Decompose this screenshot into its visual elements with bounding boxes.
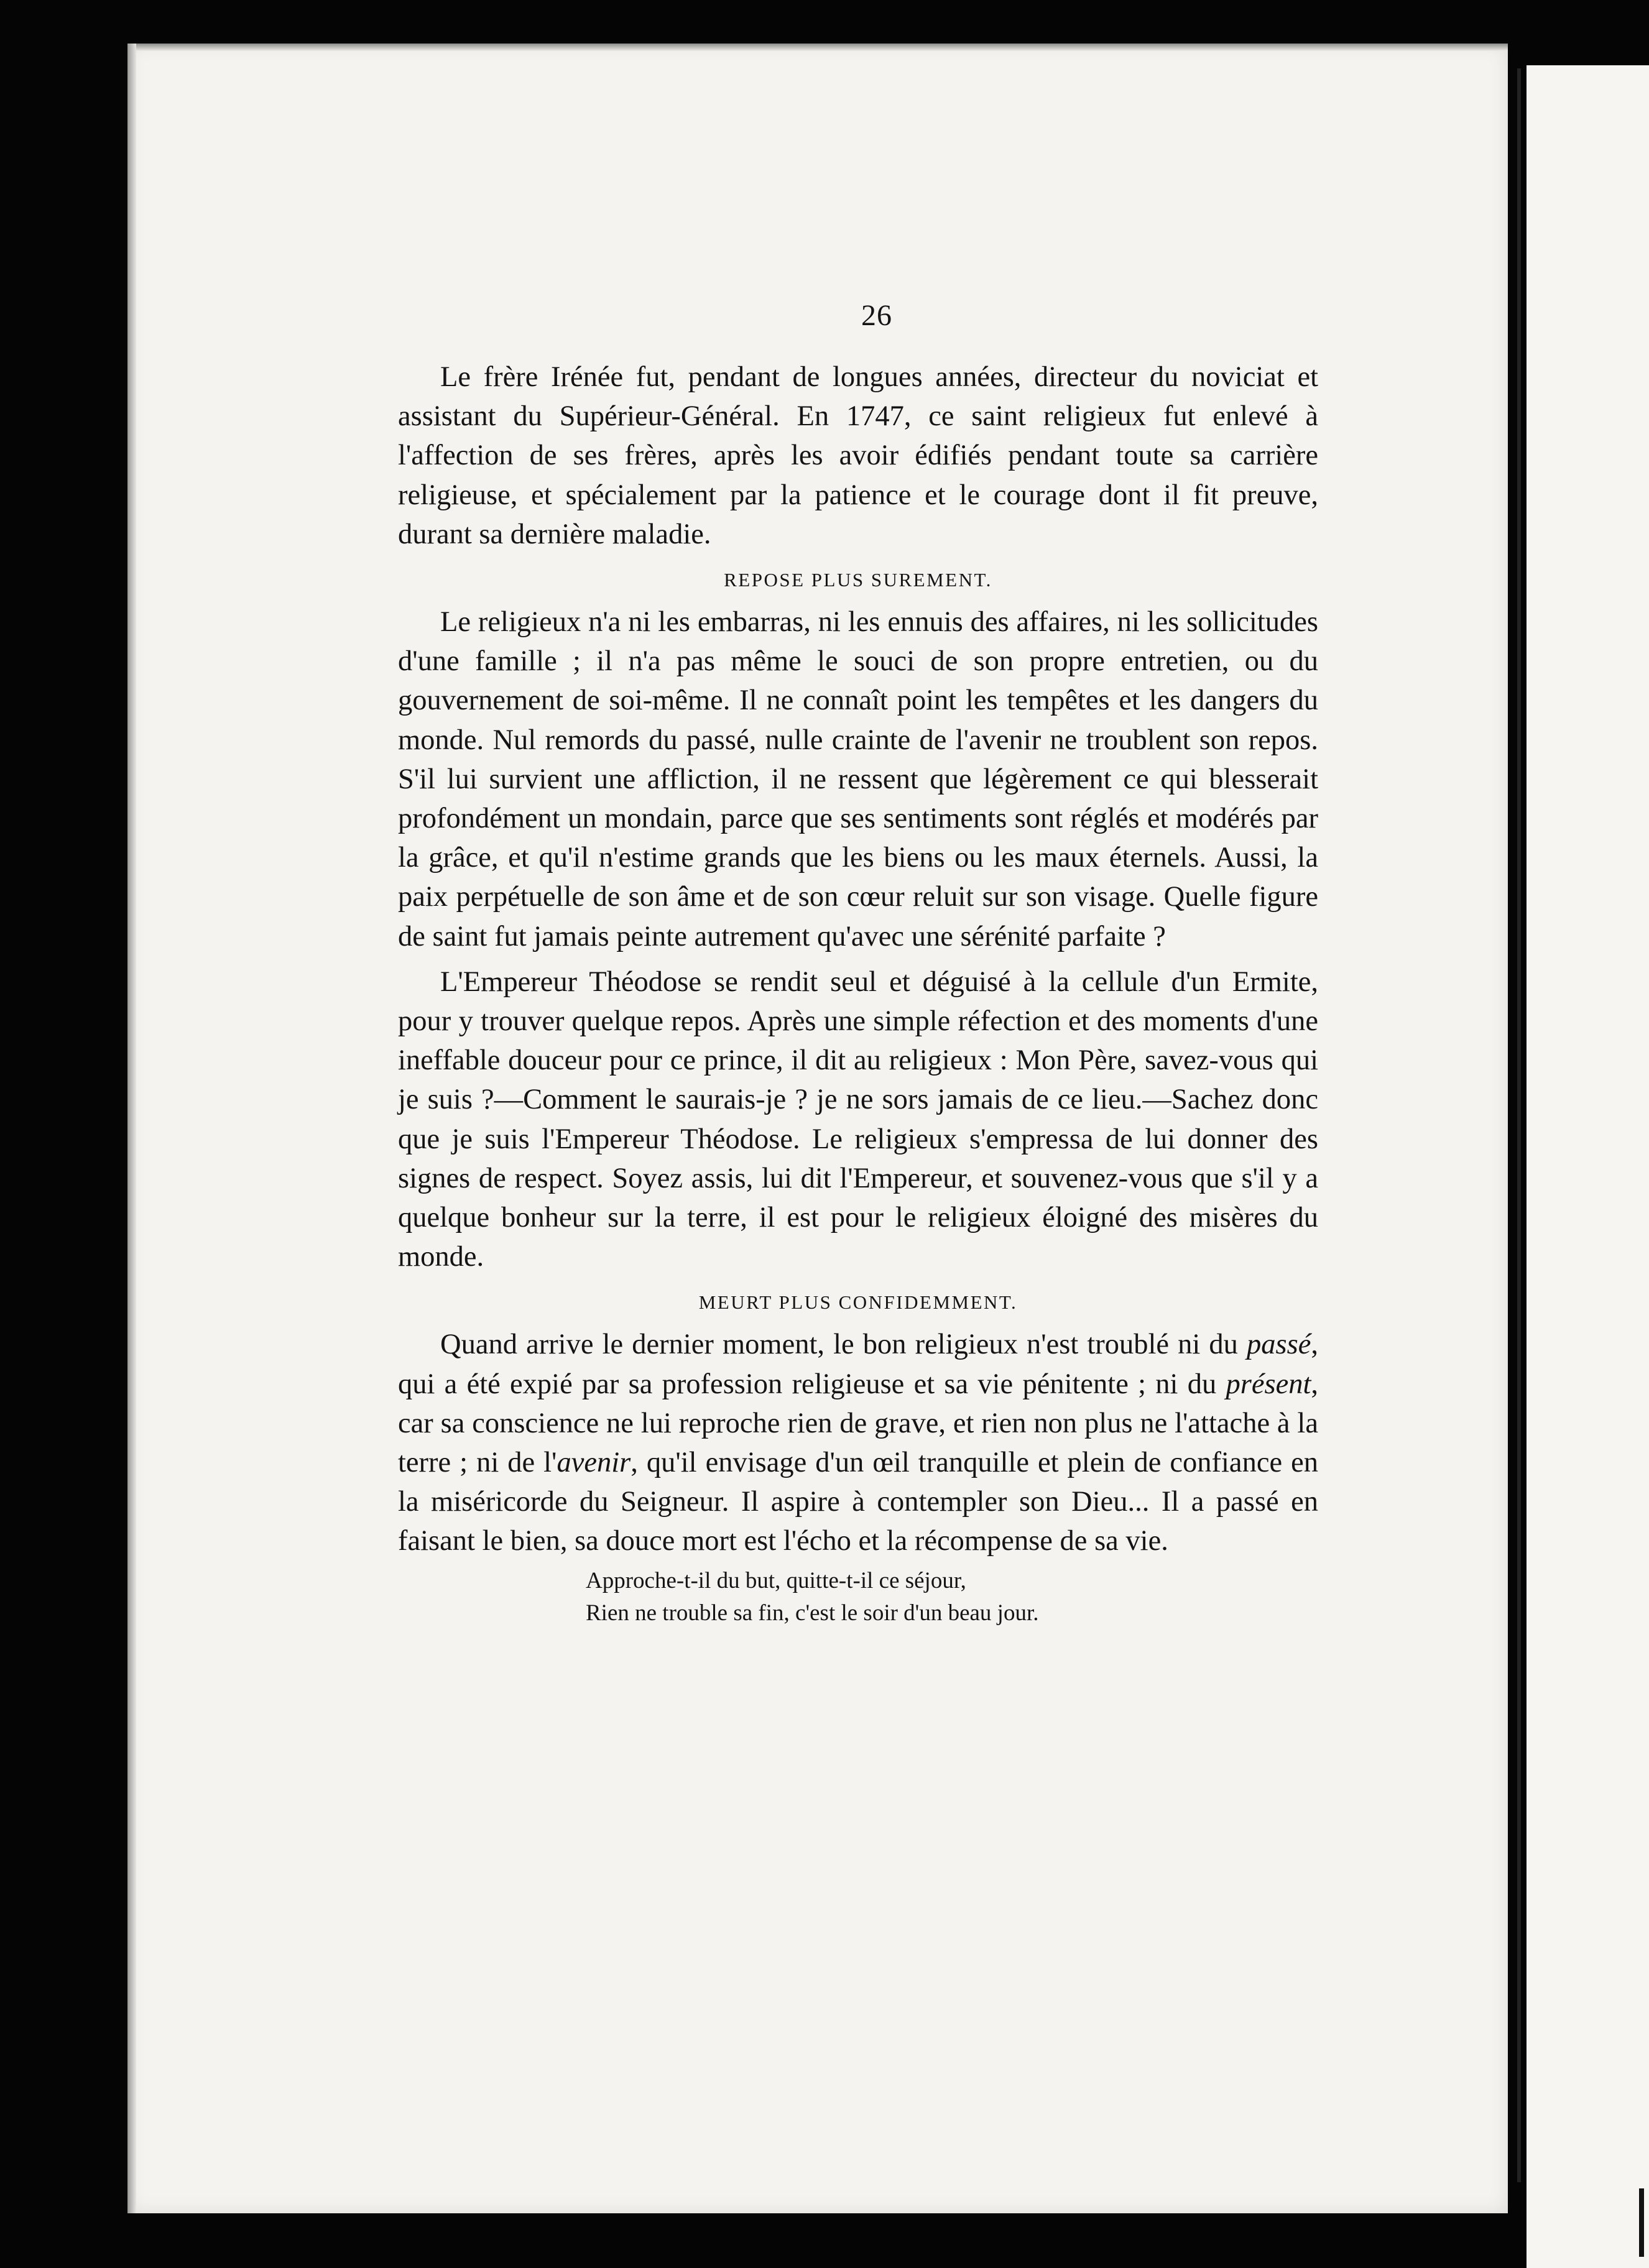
page-fold-line xyxy=(1517,68,1521,2182)
page-content xyxy=(398,298,1318,1630)
adjacent-page xyxy=(1527,65,1649,2268)
italic-present: présent xyxy=(1226,1368,1311,1400)
paragraph-religieux-repos: Le religieux n'a ni les embarras, ni les ennuis des affaires, ni les sollicitudes d'une famille ; il n'a pas même le souci de son propre entretien, ou du gouvernement de soi-même. Il ne connaît point les tempêtes et les dangers du monde. Nul remords du passé, nulle crainte de l'avenir ne troublent son repos. S'il lui survient une affliction, il ne ressent que légèrement ce qui blesserait profondément un mondain, parce que ses sentiments sont réglés et modérés par la grâce, et qu'il n'estime grands que les biens ou les maux éternels. Aussi, la paix perpétuelle de son âme et de son cœur reluit sur son visage. Quelle figure de saint fut jamais peinte autrement qu'avec une sérénité parfaite ? xyxy=(398,606,1318,952)
text-run: , qu'il envisage d'un œil tranquille et plein de confiance en la miséricorde du Seigneur. Il aspire à contempler son Dieu... Il a passé en faisant le bien, sa douce mort est l'écho et la récompense de sa vie. xyxy=(398,1447,1318,1557)
page-top-edge xyxy=(127,44,1508,51)
page-number: 26 xyxy=(861,299,892,332)
verse-line-1: Approche-t-il du but, quitte-t-il ce séjour, xyxy=(586,1567,966,1593)
closing-verse xyxy=(586,1565,1318,1630)
page-left-edge xyxy=(127,44,136,2213)
paragraph-dernier-moment xyxy=(398,1325,1318,1560)
text-run: Quand arrive le dernier moment, le bon religieux n'est troublé ni du xyxy=(440,1329,1247,1361)
text-run: , qui a été expié par sa profession religieuse et sa vie pénitente ; ni du xyxy=(398,1329,1318,1400)
adjacent-page-mark xyxy=(1639,2188,1644,2257)
paragraph-theodose: L'Empereur Théodose se rendit seul et déguisé à la cellule d'un Ermite, pour y trouver quelque repos. Après une simple réfection et des moments d'une ineffable douceur pour ce prince, il dit au religieux : Mon Père, savez-vous qui je suis ?—Comment le saurais-je ? je ne sors jamais de ce lieu.—Sachez donc que je suis l'Empereur Théodose. Le religieux s'empressa de lui donner des signes de respect. Soyez assis, lui dit l'Empereur, et souvenez-vous que s'il y a quelque bonheur sur la terre, il est pour le religieux éloigné des misères du monde. xyxy=(398,966,1318,1273)
section-heading-meurt: MEURT PLUS CONFIDEMMENT. xyxy=(698,1291,1018,1314)
italic-passe: passé xyxy=(1247,1329,1311,1361)
paragraph-irenee: Le frère Irénée fut, pendant de longues années, directeur du noviciat et assistant du Supérieur-Général. En 1747, ce saint religieux fut enlevé à l'affection de ses frères, après les avoir édifiés pendant toute sa carrière religieuse, et spécialement par la patience et le courage dont il fit preuve, durant sa dernière maladie. xyxy=(398,361,1318,550)
section-heading-repose: REPOSE PLUS SUREMENT. xyxy=(724,569,992,591)
text-run: , car sa conscience ne lui reproche rien de grave, et rien non plus ne l'attache à la terre ; ni de l' xyxy=(398,1368,1318,1479)
verse-line-2: Rien ne trouble sa fin, c'est le soir d'un beau jour. xyxy=(586,1600,1039,1626)
italic-avenir: avenir xyxy=(557,1447,631,1479)
